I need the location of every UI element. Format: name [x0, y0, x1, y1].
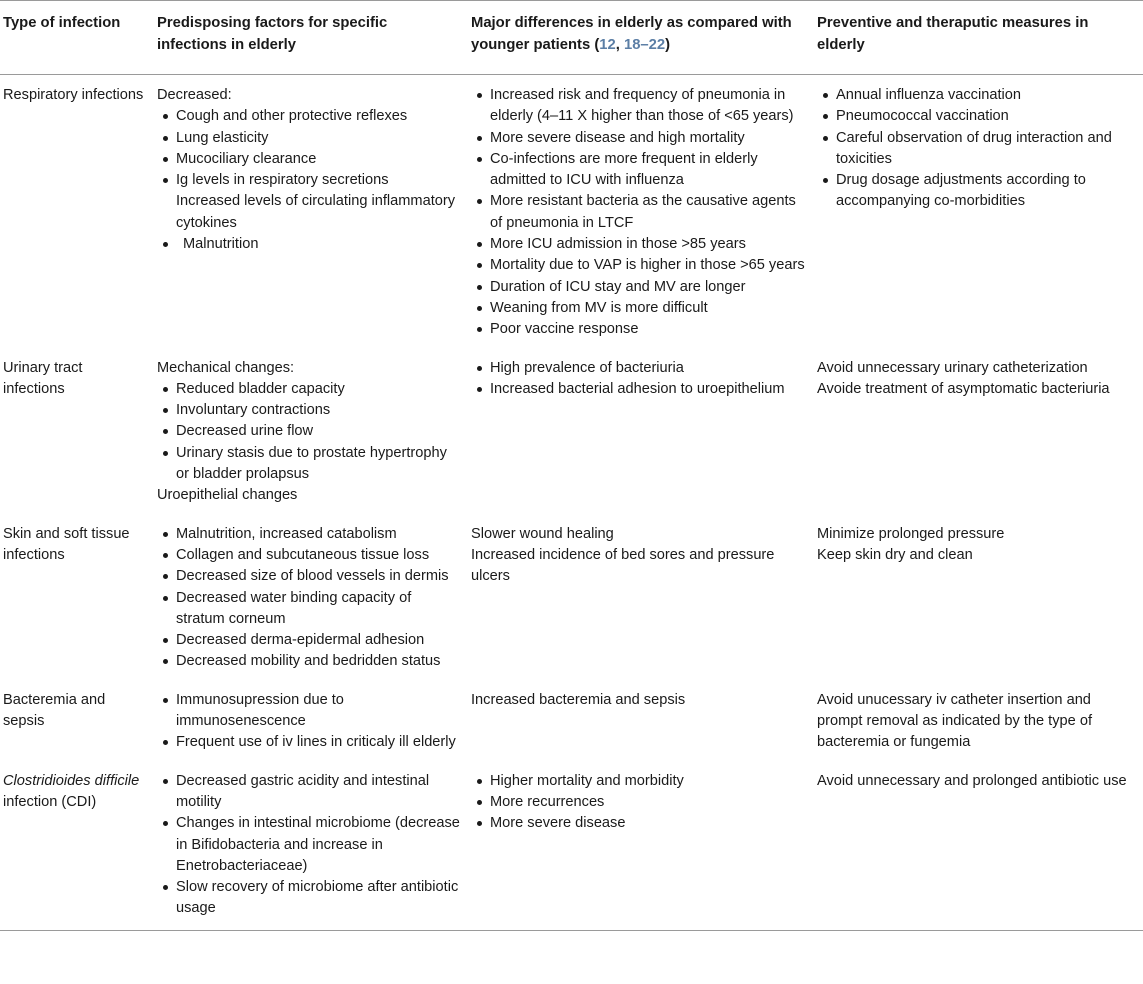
list-item: Higher mortality and morbidity — [471, 771, 806, 792]
cell-differences — [468, 761, 814, 931]
list-item: Decreased size of blood vessels in dermis — [157, 566, 460, 587]
table-row-skin — [0, 514, 1143, 680]
header-row — [0, 1, 1143, 75]
header-measures: Preventive and theraputic measures in elderly — [814, 1, 1143, 75]
list-item: Reduced bladder capacity — [157, 379, 460, 400]
measures-line: Avoide treatment of asymptomatic bacteriuria — [817, 380, 1110, 397]
list-item: Poor vaccine response — [471, 319, 806, 340]
list-item: Malnutrition, increased catabolism — [157, 524, 460, 545]
cell-differences — [468, 75, 814, 348]
factors-list — [157, 379, 460, 485]
factors-list — [157, 771, 460, 920]
cell-type: Urinary tract infections — [3, 359, 83, 397]
factors-lead: Mechanical changes: — [157, 359, 295, 376]
cell-type: Respiratory infections — [3, 87, 144, 103]
cell-type: Clostridioides difficile infection (CDI) — [0, 761, 153, 931]
factors-list — [157, 690, 460, 754]
list-item: Immunosupression due to immunosenescence — [157, 690, 460, 733]
list-item: Slow recovery of microbiome after antibiotic usage — [157, 877, 460, 920]
differences-list — [471, 358, 806, 401]
list-item: Annual influenza vaccination — [817, 85, 1135, 106]
factors-list-tail — [157, 234, 460, 255]
table-row-respiratory — [0, 75, 1143, 348]
list-item: Drug dosage adjustments according to accompanying co-morbidities — [817, 170, 1135, 213]
reference-link-12[interactable]: 12 — [599, 37, 616, 53]
cell-measures — [814, 75, 1143, 348]
list-item: More severe disease and high mortality — [471, 128, 806, 149]
cell-factors — [153, 514, 468, 680]
cell-factors — [153, 680, 468, 761]
list-item: Duration of ICU stay and MV are longer — [471, 277, 806, 298]
cell-differences — [468, 514, 814, 680]
list-item: More recurrences — [471, 792, 806, 813]
list-item: Decreased derma-epidermal adhesion — [157, 630, 460, 651]
list-item: Malnutrition — [157, 234, 460, 255]
measures-list — [817, 85, 1135, 213]
cell-differences: Increased bacteremia and sepsis — [471, 691, 686, 708]
list-item: More resistant bacteria as the causative agents of pneumonia in LTCF — [471, 191, 806, 234]
organism-name: Clostridioides difficile — [3, 772, 140, 789]
list-item: Co-infections are more frequent in elderly admitted to ICU with influenza — [471, 149, 806, 192]
cell-factors — [153, 348, 468, 514]
list-item: Ig levels in respiratory secretions — [157, 170, 460, 191]
factors-extra: Increased levels of circulating inflammatory cytokines — [176, 193, 456, 231]
table-row-bacteremia — [0, 680, 1143, 761]
cell-measures: Avoid unucessary iv catheter insertion and prompt removal as indicated by the type of bacteremia or fungemia — [817, 691, 1092, 751]
cell-factors — [153, 75, 468, 348]
list-item: Mortality due to VAP is higher in those >65 years — [471, 255, 806, 276]
factors-tail: Uroepithelial changes — [157, 487, 298, 504]
cell-measures: Avoid unnecessary and prolonged antibiotic use — [814, 761, 1143, 931]
list-item: Decreased mobility and bedridden status — [157, 651, 460, 672]
cell-measures — [814, 348, 1143, 514]
factors-list — [157, 106, 460, 191]
differences-line: Increased incidence of bed sores and pressure ulcers — [471, 546, 775, 585]
cell-differences — [468, 348, 814, 514]
measures-line: Avoid unnecessary urinary catheterization — [817, 359, 1088, 376]
list-item: Decreased urine flow — [157, 421, 460, 442]
cell-factors — [153, 761, 468, 931]
list-item: Cough and other protective reflexes — [157, 106, 460, 127]
differences-list — [471, 771, 806, 835]
list-item: Involuntary contractions — [157, 400, 460, 421]
list-item: High prevalence of bacteriuria — [471, 358, 806, 379]
list-item: Lung elasticity — [157, 128, 460, 149]
list-item: Frequent use of iv lines in criticaly ill elderly — [157, 732, 460, 753]
header-factors: Predisposing factors for specific infections in elderly — [153, 1, 468, 75]
list-item: Careful observation of drug interaction and toxicities — [817, 128, 1135, 171]
list-item: Decreased gastric acidity and intestinal motility — [157, 771, 460, 814]
factors-list — [157, 524, 460, 673]
header-type: Type of infection — [0, 1, 153, 75]
measures-line: Keep skin dry and clean — [817, 546, 973, 563]
list-item: Changes in intestinal microbiome (decrease in Bifidobacteria and increase in Enetrobacteriaceae) — [157, 813, 460, 877]
list-item: Increased risk and frequency of pneumonia in elderly (4–11 X higher than those of <65 years) — [471, 85, 806, 128]
header-differences: Major differences in elderly as compared with younger patients (12, 18–22) — [468, 1, 814, 75]
list-item: Decreased water binding capacity of stratum corneum — [157, 588, 460, 631]
list-item: More ICU admission in those >85 years — [471, 234, 806, 255]
differences-line: Slower wound healing — [471, 525, 614, 542]
table-row-cdi — [0, 761, 1143, 931]
list-item: Collagen and subcutaneous tissue loss — [157, 545, 460, 566]
list-item: Weaning from MV is more difficult — [471, 298, 806, 319]
list-item: More severe disease — [471, 813, 806, 834]
table-row-urinary — [0, 348, 1143, 514]
cell-measures — [814, 514, 1143, 680]
differences-list — [471, 85, 806, 341]
cell-type: Skin and soft tissue infections — [3, 525, 130, 563]
list-item: Urinary stasis due to prostate hypertrophy or bladder prolapsus — [157, 443, 460, 486]
list-item: Pneumococcal vaccination — [817, 106, 1135, 127]
reference-link-18-22[interactable]: 18–22 — [623, 37, 666, 53]
measures-line: Minimize prolonged pressure — [817, 525, 1005, 542]
list-item: Mucociliary clearance — [157, 149, 460, 170]
cell-type: Bacteremia and sepsis — [3, 691, 106, 730]
factors-lead: Decreased: — [157, 87, 232, 103]
list-item: Increased bacterial adhesion to uroepithelium — [471, 379, 806, 400]
